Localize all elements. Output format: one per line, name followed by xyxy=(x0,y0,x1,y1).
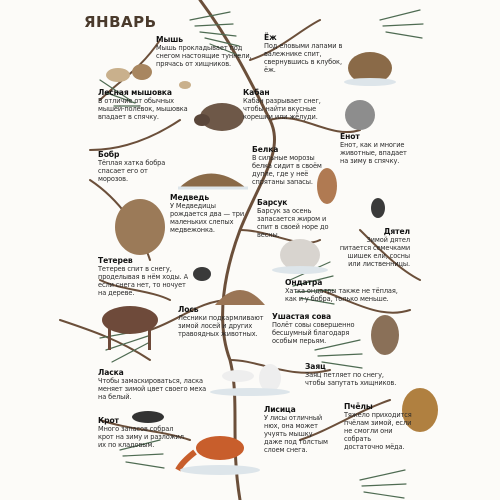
entry-title: Белка xyxy=(252,145,279,154)
entry-title: Лесная мышовка xyxy=(98,88,172,97)
entry-text: Кабан разрывает снег, чтобы найти вкусные корешки или жёлуди. xyxy=(243,97,321,121)
entry-text: У Медведицы рождается два — три маленьких слепых медвежонка. xyxy=(170,202,245,234)
entry-woodpecker xyxy=(338,227,410,269)
entry-title: Тетерев xyxy=(98,256,133,265)
entry-muskrat xyxy=(285,278,410,304)
entry-text: Мышь прокладывает под снегом настоящие туннели, прячась от хищников. xyxy=(156,44,252,68)
entry-text: Чтобы замаскироваться, ласка меняет зимой цвет своего меха на белый. xyxy=(98,377,207,401)
entry-text: Хатка ондатры также не тёплая, как и у бобра, только меньше. xyxy=(285,287,398,304)
entry-text: Много запасов собрал крот на зиму и разложил их по кладовым. xyxy=(98,425,184,449)
entry-text: Лесники подкармливают зимой лосей и других травоядных животных. xyxy=(178,314,264,338)
entry-title: Енот xyxy=(340,132,360,141)
entry-title: Крот xyxy=(98,416,119,425)
entry-title: Ласка xyxy=(98,368,124,377)
entry-title: Медведь xyxy=(170,193,210,202)
entry-text: У лисы отличный нюх, она может учуять мышку даже под толстым слоем снега. xyxy=(264,414,328,454)
page-title: ЯНВАРЬ xyxy=(84,13,157,31)
entry-text: Полёт совы совершенно бесшумный благодаря особым перьям. xyxy=(272,321,355,345)
entry-text: Заяц петляет по снегу, чтобы запутать хищников. xyxy=(305,371,397,388)
entry-title: Дятел xyxy=(383,227,410,236)
entry-text: Под еловыми лапами в валежнике спит, свернувшись в клубок, ёж. xyxy=(264,42,343,74)
entry-hare xyxy=(305,362,397,388)
entry-title: Пчёлы xyxy=(344,402,373,411)
entry-title: Бобр xyxy=(98,150,120,159)
entry-mole xyxy=(98,416,190,450)
entry-fox xyxy=(264,405,329,455)
entry-text: В отличие от обычных мышей-полёвок, мышовка впадает в спячку. xyxy=(98,97,188,121)
entry-title: Лисица xyxy=(264,405,296,414)
mouse-illustration xyxy=(106,64,152,82)
entry-text: В сильные морозы белка сидит в своём дупле, где у неё спрятаны запасы. xyxy=(252,154,322,186)
entry-bear xyxy=(170,193,250,235)
entry-mouse xyxy=(156,35,261,69)
entry-title: Барсук xyxy=(257,198,288,207)
entry-title: Лось xyxy=(178,305,199,314)
entry-long-eared-owl xyxy=(272,312,358,346)
entry-text: Тетерев спит в снегу, проделывая в нём ходы. А если снега нет, то ночует на дереве. xyxy=(98,265,188,297)
entry-beaver xyxy=(98,150,178,184)
entry-weasel xyxy=(98,368,208,402)
entry-text: Тёплая хатка бобра спасает его от морозов. xyxy=(98,159,166,183)
entry-title: Ёж xyxy=(264,33,277,42)
entry-text: Тяжело приходится пчёлам зимой, если не смогли они собрать достаточно мёда. xyxy=(344,411,412,451)
entry-title: Кабан xyxy=(243,88,270,97)
entry-black-grouse xyxy=(98,256,188,298)
entry-text: Зимой дятел питается семечками шишек ели, сосны или лиственницы. xyxy=(339,236,410,268)
entry-text: Енот, как и многие животные, впадает на зиму в спячку. xyxy=(340,141,407,165)
entry-birch-mouse xyxy=(98,88,196,122)
entry-title: Мышь xyxy=(156,35,183,44)
entry-squirrel xyxy=(252,145,328,187)
entry-text: Барсук за осень запасается жиром и спит в своей норе до весны. xyxy=(257,207,329,239)
entry-boar xyxy=(243,88,335,122)
entry-title: Ондатра xyxy=(285,278,323,287)
entry-bees xyxy=(344,402,412,452)
entry-badger xyxy=(257,198,331,240)
entry-title: Заяц xyxy=(305,362,326,371)
entry-hedgehog xyxy=(264,33,344,75)
entry-raccoon xyxy=(340,132,414,166)
entry-moose xyxy=(178,305,273,339)
entry-title: Ушастая сова xyxy=(272,312,332,321)
